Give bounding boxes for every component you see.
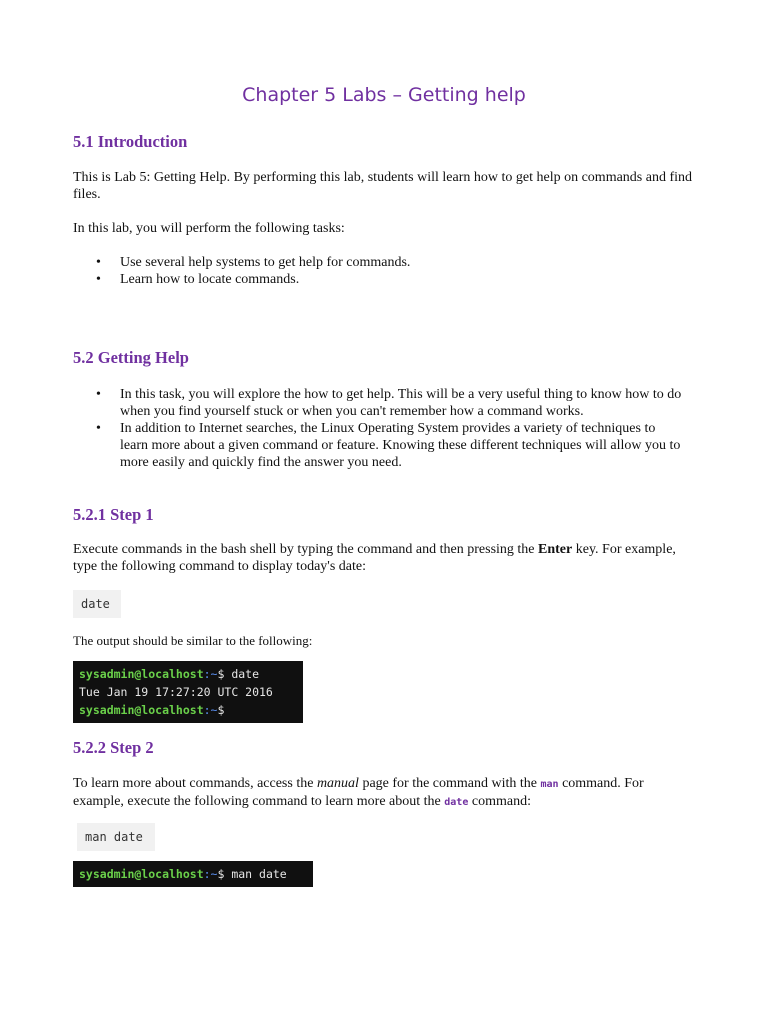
getting-help-list (96, 386, 686, 471)
bullet-icon: • (96, 387, 101, 402)
bullet-icon: • (96, 255, 101, 270)
section-heading-step-2: 5.2.2 Step 2 (73, 738, 154, 757)
step1-paragraph: Execute commands in the bash shell by typing the command and then pressing the Enter key. For example, type the following command to display today's date: (73, 542, 676, 574)
code-block-man-date: man date (77, 823, 155, 851)
inline-code-date: date (444, 797, 469, 808)
inline-code-man: man (540, 779, 559, 790)
output-intro-paragraph: The output should be similar to the following: (73, 633, 313, 648)
list-item-text: In addition to Internet searches, the Linux Operating System provides a variety of techniques to learn more about a given command or feature. Knowing these different techniques will allow you to more easily and quickly find the answer you need. (120, 421, 681, 470)
bullet-icon: • (96, 421, 101, 436)
terminal-output-line: Tue Jan 19 17:27:20 UTC 2016 (79, 685, 273, 699)
list-item (96, 420, 686, 471)
intro-paragraph: This is Lab 5: Getting Help. By performing this lab, students will learn how to get help on commands and find files. (73, 170, 693, 202)
list-item (96, 271, 686, 288)
page-title: Chapter 5 Labs – Getting help (242, 84, 526, 106)
bullet-icon: • (96, 272, 101, 287)
list-item-text: Learn how to locate commands. (120, 272, 300, 287)
terminal-man-date: sysadmin@localhost:~$ man date (73, 861, 313, 887)
list-item-text: Use several help systems to get help for commands. (120, 255, 411, 270)
step2-paragraph: To learn more about commands, access the manual page for the command with the man command. For example, execute the following command to learn more about the date command: (73, 776, 644, 809)
enter-key-label: Enter (538, 542, 573, 557)
list-item (96, 254, 686, 271)
list-item (96, 386, 686, 420)
section-heading-introduction: 5.1 Introduction (73, 132, 188, 151)
section-heading-getting-help: 5.2 Getting Help (73, 348, 189, 367)
list-item-text: In this task, you will explore the how to get help. This will be a very useful thing to know how to do when you find yourself stuck or when you can't remember how a command works. (120, 387, 682, 419)
terminal-output-date: sysadmin@localhost:~$ date Tue Jan 19 17:27:20 UTC 2016 sysadmin@localhost:~$ (73, 661, 303, 723)
tasks-list (96, 254, 686, 288)
section-heading-step-1: 5.2.1 Step 1 (73, 505, 154, 524)
tasks-intro-paragraph: In this lab, you will perform the following tasks: (73, 221, 345, 236)
code-block-date: date (73, 590, 121, 618)
